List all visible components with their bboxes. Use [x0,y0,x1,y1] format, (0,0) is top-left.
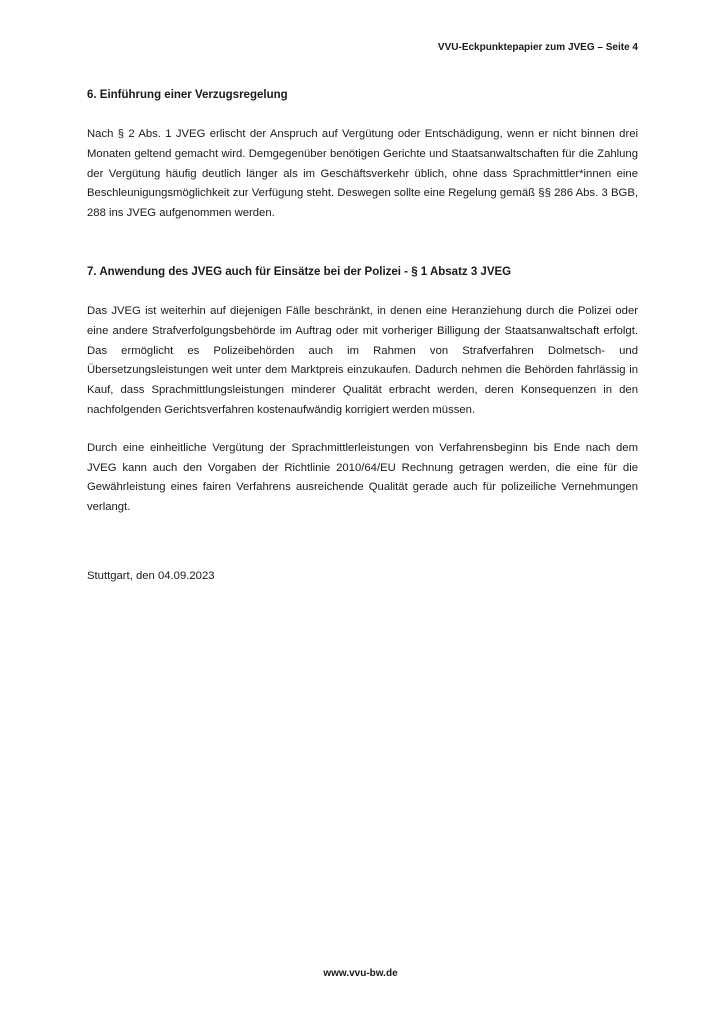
section-heading: 7. Anwendung des JVEG auch für Einsätze bei der Polizei - § 1 Absatz 3 JVEG [87,265,512,278]
section-heading: 6. Einführung einer Verzugsregelung [87,89,288,101]
paragraph: Nach § 2 Abs. 1 JVEG erlischt der Anspruch auf Vergütung oder Entschädigung, wenn er nicht binnen drei Monaten geltend gemacht wird. Demgegenüber benötigen Gerichte und Staatsanwaltschaften für die Zahlung der Vergütung häufig deutlich länger als im Geschäftsverkehr üblich, ohne dass Sprachmittler*innen eine Beschleunigungsmöglichkeit zur Verfügung steht. Deswegen sollte eine Regelung gemäß §§ 286 Abs. 3 BGB, 288 ins JVEG aufgenommen werden. [87,128,638,220]
paragraph: Das JVEG ist weiterhin auf diejenigen Fälle beschränkt, in denen eine Heranziehung durch die Polizei oder eine andere Strafverfolgungsbehörde im Auftrag oder mit vorheriger Billigung der Staatsanwaltschaft erfolgt. Das ermöglicht es Polizeibehörden auch im Rahmen von Strafverfahren Dolmetsch- und Übersetzungsleistungen weit unter dem Marktpreis einzukaufen. Dadurch nehmen die Behörden fahrlässig in Kauf, dass Sprachmittlungsleistungen minderer Qualität erbracht werden, deren Konsequenzen in den nachfolgenden Gerichtsverfahren kostenaufwändig korrigiert werden müssen. [87,304,638,416]
section-6 [87,86,638,224]
footer-website: www.vvu-bw.de [323,968,398,979]
place-date: Stuttgart, den 04.09.2023 [87,569,215,582]
paragraph: Durch eine einheitliche Vergütung der Sprachmittlerleistungen von Verfahrensbeginn bis Ende nach dem JVEG kann auch den Vorgaben der Richtlinie 2010/64/EU Rechnung getragen werden, die eine für die Gewährleistung eines fairen Verfahrens ausreichende Qualität gerade auch für polizeiliche Vernehmungen verlangt. [87,441,638,514]
section-7 [87,263,638,518]
document-body [87,86,638,587]
running-header: VVU-Eckpunktepapier zum JVEG – Seite 4 [437,42,638,53]
